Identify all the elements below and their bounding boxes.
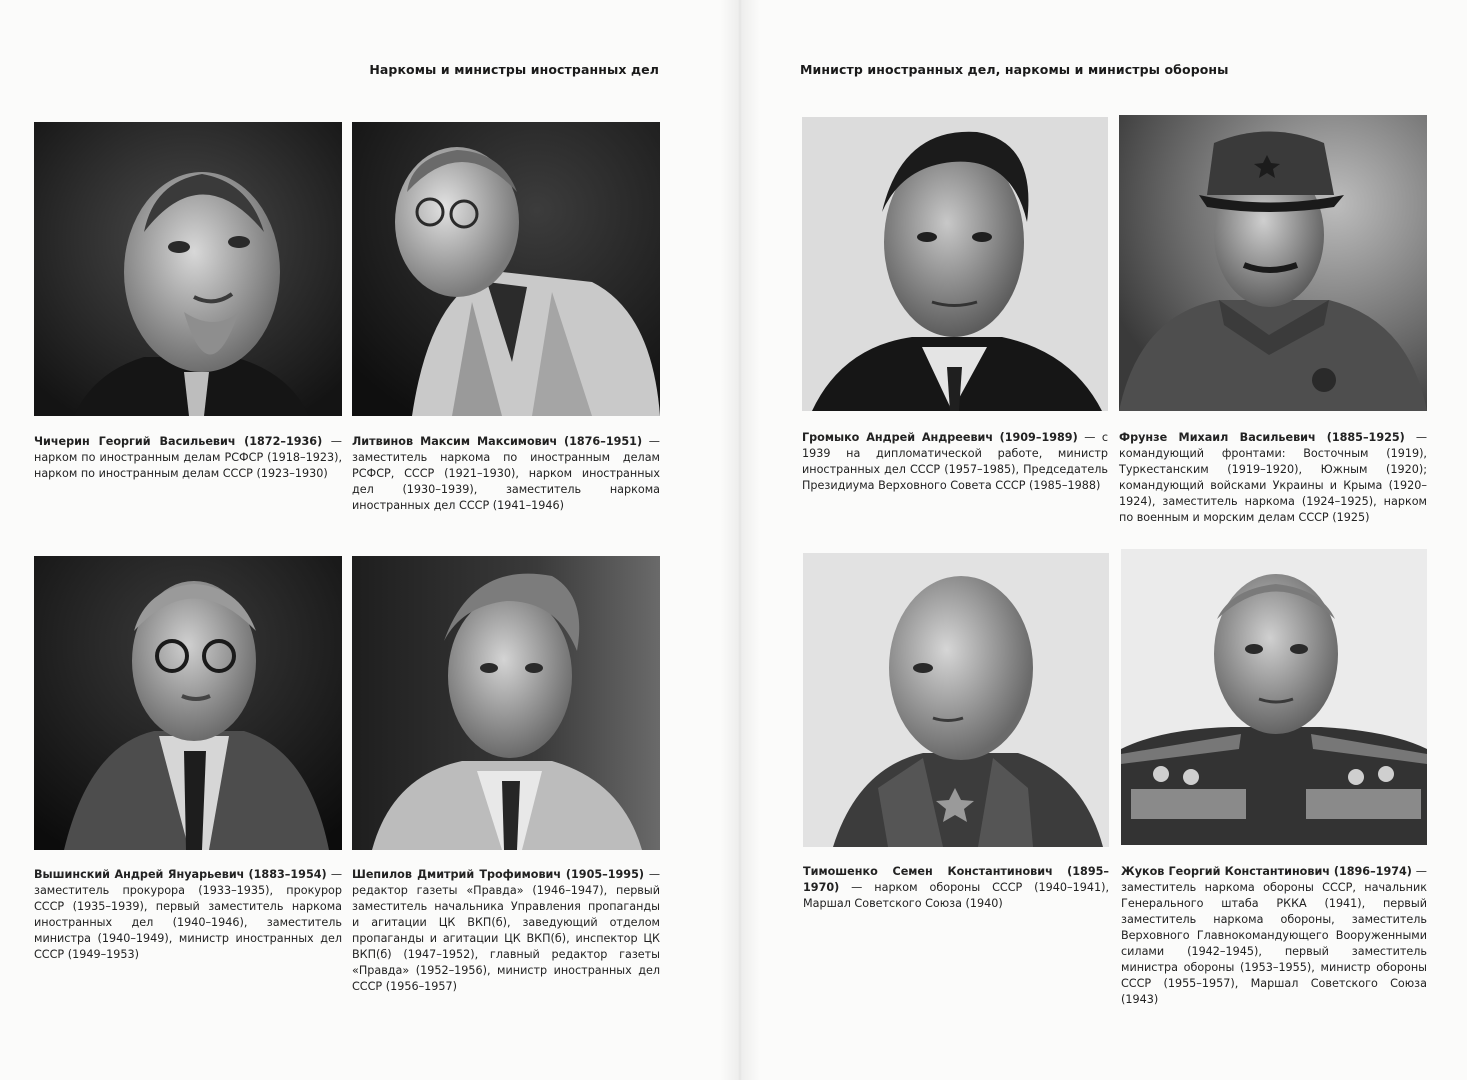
caption-chicherin [34, 434, 342, 482]
person-name: Литвинов Максим Максимович [352, 435, 558, 448]
person-bio: — редактор газеты «Правда» (1946–1947), первый заместитель начальника Управления пропаганды и агитации ЦК ВКП(б), заведующий отделом пропаганды и агитации ЦК ВКП(б), инспектор ЦК ВКП(б) (1947–1952), главный редактор газеты «Правда» (1952–1956), министр иностранных дел СССР (1956–1957) [352, 868, 661, 993]
caption-litvinov [352, 434, 660, 514]
portrait-shepilov [352, 556, 660, 850]
person-bio: — с 1939 на дипломатической работе, министр иностранных дел СССР (1957–1985), Председатель Президиума Верховного Совета СССР (1985–1988) [802, 431, 1109, 492]
caption-frunze [1119, 430, 1427, 526]
person-name: Громыко Андрей Андреевич [802, 431, 994, 444]
portrait-vyshinsky [34, 556, 342, 850]
right-page-header: Министр иностранных дел, наркомы и министры обороны [800, 62, 1229, 77]
book-gutter [720, 0, 760, 1080]
caption-shepilov [352, 867, 660, 995]
person-dates: (1909–1989) [999, 431, 1078, 444]
portrait-gromyko [802, 117, 1108, 411]
person-name: Вышинский Андрей Януарьевич [34, 868, 245, 881]
portrait-timoshenko [803, 553, 1109, 847]
person-dates: (1896–1974) [1333, 865, 1412, 878]
person-dates: (1905–1995) [565, 868, 644, 881]
portrait-litvinov [352, 122, 660, 416]
left-page-header: Наркомы и министры иностранных дел [369, 62, 659, 77]
person-bio: — нарком по иностранным делам РСФСР (1918–1923), нарком по иностранным делам СССР (1923–1930) [34, 435, 342, 480]
person-bio: — нарком обороны СССР (1940–1941), Маршал Советского Союза (1940) [803, 881, 1109, 910]
person-name: Чичерин Георгий Васильевич [34, 435, 236, 448]
person-name: Жуков Георгий Константинович [1121, 865, 1330, 878]
person-bio: — командующий фронтами: Восточным (1919), Туркестанским (1919–1920), Южным (1920); командующий войсками Украины и Крыма (1920–1924), заместитель наркома (1924–1925), нарком по военным и морским делам СССР (1925) [1119, 431, 1428, 524]
person-dates: (1876–1951) [563, 435, 643, 448]
caption-zhukov [1121, 864, 1427, 1008]
person-dates: (1895–1970) [803, 865, 1109, 894]
person-bio: — заместитель наркома обороны СССР, начальник Генерального штаба РККА (1941), первый заместитель наркома обороны, заместитель Верховного Главнокомандующего Вооруженными силами (1942–1945), первый заместитель министра обороны (1953–1955), министр обороны СССР (1955–1957), Маршал Советского Союза (1943) [1121, 865, 1427, 1006]
person-name: Тимошенко Семен Константинович [803, 865, 1053, 878]
person-dates: (1872–1936) [244, 435, 323, 448]
caption-vyshinsky [34, 867, 342, 963]
person-bio: — заместитель прокурора (1933–1935), прокурор СССР (1935–1939), первый заместитель наркома иностранных дел (1940–1946), заместитель министра (1940–1949), министр иностранных дел СССР (1949–1953) [34, 868, 343, 961]
portrait-frunze [1119, 115, 1427, 411]
caption-gromyko [802, 430, 1108, 494]
person-bio: — заместитель наркома по иностранным делам РСФСР, СССР (1921–1930), нарком иностранных дел (1930–1939), заместитель наркома иностранных дел СССР (1941–1946) [352, 435, 660, 512]
person-name: Фрунзе Михаил Васильевич [1119, 431, 1316, 444]
portrait-chicherin [34, 122, 342, 416]
portrait-zhukov [1121, 549, 1427, 845]
person-name: Шепилов Дмитрий Трофимович [352, 868, 562, 881]
person-dates: (1883–1954) [248, 868, 327, 881]
person-dates: (1885–1925) [1326, 431, 1405, 444]
caption-timoshenko [803, 864, 1109, 912]
